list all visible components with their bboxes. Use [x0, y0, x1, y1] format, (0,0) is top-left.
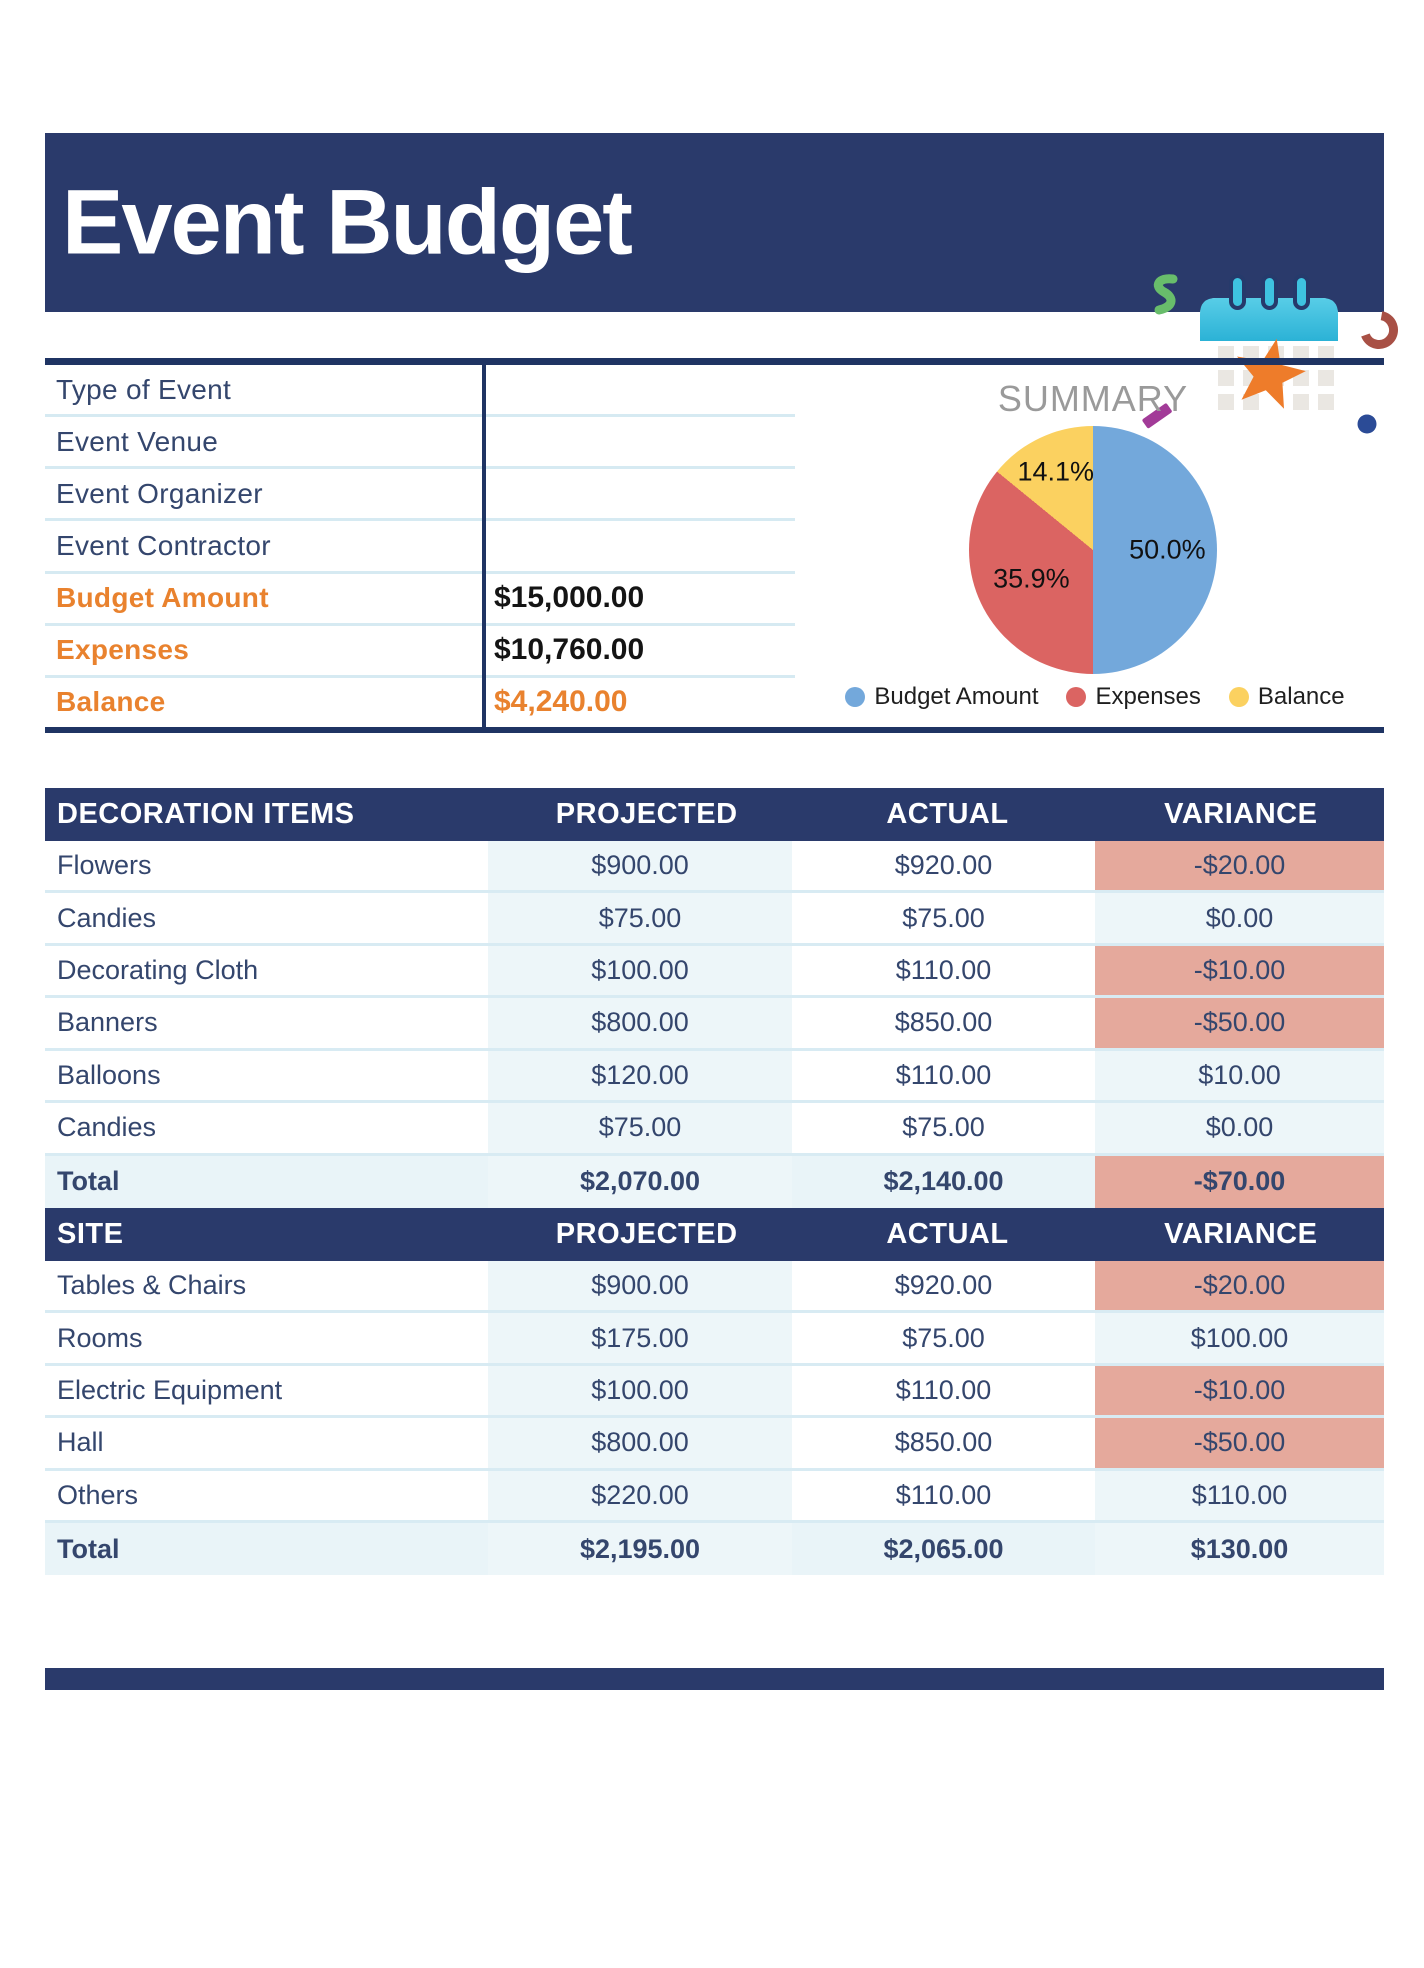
actual-amount-cell: $75.00 [902, 1322, 985, 1353]
item-name-cell: Electric Equipment [57, 1375, 283, 1405]
variance-amount-cell: -$50.00 [1095, 998, 1384, 1047]
actual-amount-cell: $920.00 [894, 850, 993, 881]
pie-slice-label: 50.0% [1129, 534, 1206, 565]
summary-pie-chart [969, 426, 1217, 674]
projected-amount-cell: $800.00 [488, 1418, 792, 1467]
field-label: Expenses [56, 634, 190, 666]
confetti-arc-icon [1365, 316, 1393, 345]
item-name-cell: Flowers [57, 850, 152, 881]
variance-amount-cell: $10.00 [1095, 1051, 1384, 1100]
field-value[interactable]: $15,000.00 [494, 581, 645, 615]
legend-dot-icon [845, 687, 865, 707]
variance-amount-cell: $130.00 [1095, 1523, 1384, 1575]
table-row [45, 1418, 1384, 1470]
projected-amount-cell: $100.00 [488, 946, 792, 995]
form-row [45, 626, 795, 678]
item-name-cell: Total [57, 1533, 120, 1564]
pie-slice-label: 35.9% [993, 563, 1070, 594]
table-row [45, 1103, 1384, 1155]
column-header: VARIANCE [1164, 798, 1318, 830]
item-name-cell: Banners [57, 1007, 158, 1038]
field-value[interactable] [482, 479, 795, 509]
table-row [45, 998, 1384, 1050]
legend-label: Expenses [1095, 683, 1201, 710]
chart-title: SUMMARY [997, 378, 1189, 419]
variance-amount-cell: $100.00 [1095, 1313, 1384, 1362]
actual-amount-cell: $850.00 [894, 1007, 993, 1038]
variance-amount-cell: -$20.00 [1095, 841, 1384, 890]
table-section-title: DECORATION ITEMS [57, 798, 355, 830]
field-value[interactable]: $10,760.00 [494, 633, 645, 667]
projected-amount-cell: $75.00 [488, 1103, 792, 1152]
event-info-form [45, 365, 795, 727]
item-name-cell: Hall [57, 1427, 104, 1458]
form-row [45, 417, 795, 469]
variance-amount-cell: -$50.00 [1095, 1418, 1384, 1467]
actual-amount-cell: $920.00 [894, 1270, 993, 1301]
item-name-cell: Balloons [57, 1059, 161, 1090]
table-row [45, 1471, 1384, 1523]
item-name-cell: Decorating Cloth [57, 955, 259, 986]
projected-amount-cell: $75.00 [488, 893, 792, 942]
item-name-cell: Rooms [57, 1322, 143, 1353]
table-header-row [45, 1208, 1384, 1261]
form-row [45, 521, 795, 573]
table-total-row [45, 1523, 1384, 1575]
item-name-cell: Candies [57, 1112, 157, 1143]
item-name-cell: Candies [57, 902, 157, 933]
actual-amount-cell: $75.00 [902, 1112, 985, 1143]
actual-amount-cell: $850.00 [894, 1427, 993, 1458]
variance-amount-cell: $110.00 [1095, 1471, 1384, 1520]
confetti-squiggle-icon [1158, 279, 1173, 310]
actual-amount-cell: $110.00 [895, 955, 992, 986]
projected-amount-cell: $120.00 [488, 1051, 792, 1100]
actual-amount-cell: $75.00 [902, 902, 985, 933]
actual-amount-cell: $110.00 [895, 1059, 992, 1090]
table-row [45, 1313, 1384, 1365]
field-value[interactable] [482, 531, 795, 561]
field-label: Event Venue [56, 425, 219, 457]
item-name-cell: Tables & Chairs [57, 1270, 247, 1301]
actual-amount-cell: $110.00 [895, 1479, 992, 1510]
legend-item [1066, 683, 1200, 711]
field-label: Event Organizer [56, 477, 263, 509]
item-name-cell: Others [57, 1479, 139, 1510]
projected-amount-cell: $175.00 [488, 1313, 792, 1362]
projected-amount-cell: $800.00 [488, 998, 792, 1047]
chart-legend [790, 683, 1400, 711]
legend-dot-icon [1066, 687, 1086, 707]
projected-amount-cell: $900.00 [488, 841, 792, 890]
form-row [45, 574, 795, 626]
legend-label: Balance [1257, 683, 1345, 710]
table-header-row [45, 788, 1384, 841]
field-value[interactable] [482, 375, 795, 405]
variance-amount-cell: $0.00 [1095, 893, 1384, 942]
variance-amount-cell: $0.00 [1095, 1103, 1384, 1152]
column-header: PROJECTED [555, 798, 738, 830]
footer-bar [45, 1668, 1384, 1690]
field-label: Type of Event [56, 373, 232, 405]
variance-amount-cell: -$10.00 [1095, 946, 1384, 995]
table-total-row [45, 1156, 1384, 1208]
variance-amount-cell: -$10.00 [1095, 1366, 1384, 1415]
field-value[interactable]: $4,240.00 [494, 685, 628, 719]
projected-amount-cell: $2,195.00 [488, 1523, 792, 1575]
form-row [45, 469, 795, 521]
legend-item [1229, 683, 1345, 711]
budget-tables [45, 788, 1384, 1575]
actual-amount-cell: $2,065.00 [883, 1533, 1004, 1564]
form-row [45, 678, 795, 727]
projected-amount-cell: $2,070.00 [488, 1156, 792, 1208]
item-name-cell: Total [57, 1166, 120, 1197]
form-column-divider [482, 358, 486, 733]
actual-amount-cell: $2,140.00 [883, 1166, 1004, 1197]
legend-dot-icon [1229, 687, 1249, 707]
column-header: ACTUAL [886, 798, 1009, 830]
form-row [45, 365, 795, 417]
page-title: Event Budget [62, 171, 631, 273]
legend-item [845, 683, 1038, 711]
pie-slice-label: 14.1% [1017, 456, 1095, 487]
table-section-title: SITE [57, 1217, 124, 1250]
projected-amount-cell: $100.00 [488, 1366, 792, 1415]
field-label: Event Contractor [56, 529, 271, 561]
field-label: Balance [56, 686, 166, 718]
field-label: Budget Amount [56, 582, 269, 614]
projected-amount-cell: $220.00 [488, 1471, 792, 1520]
projected-amount-cell: $900.00 [488, 1261, 792, 1310]
table-row [45, 841, 1384, 893]
table-row [45, 1261, 1384, 1313]
variance-amount-cell: -$70.00 [1095, 1156, 1384, 1208]
header-banner [45, 133, 1384, 312]
column-header: PROJECTED [555, 1217, 738, 1250]
legend-label: Budget Amount [874, 683, 1039, 710]
column-header: VARIANCE [1164, 1217, 1318, 1250]
variance-amount-cell: -$20.00 [1095, 1261, 1384, 1310]
table-row [45, 1366, 1384, 1418]
actual-amount-cell: $110.00 [895, 1375, 992, 1405]
table-row [45, 893, 1384, 945]
table-row [45, 1051, 1384, 1103]
column-header: ACTUAL [886, 1217, 1009, 1250]
table-row [45, 946, 1384, 998]
field-value[interactable] [482, 427, 795, 457]
